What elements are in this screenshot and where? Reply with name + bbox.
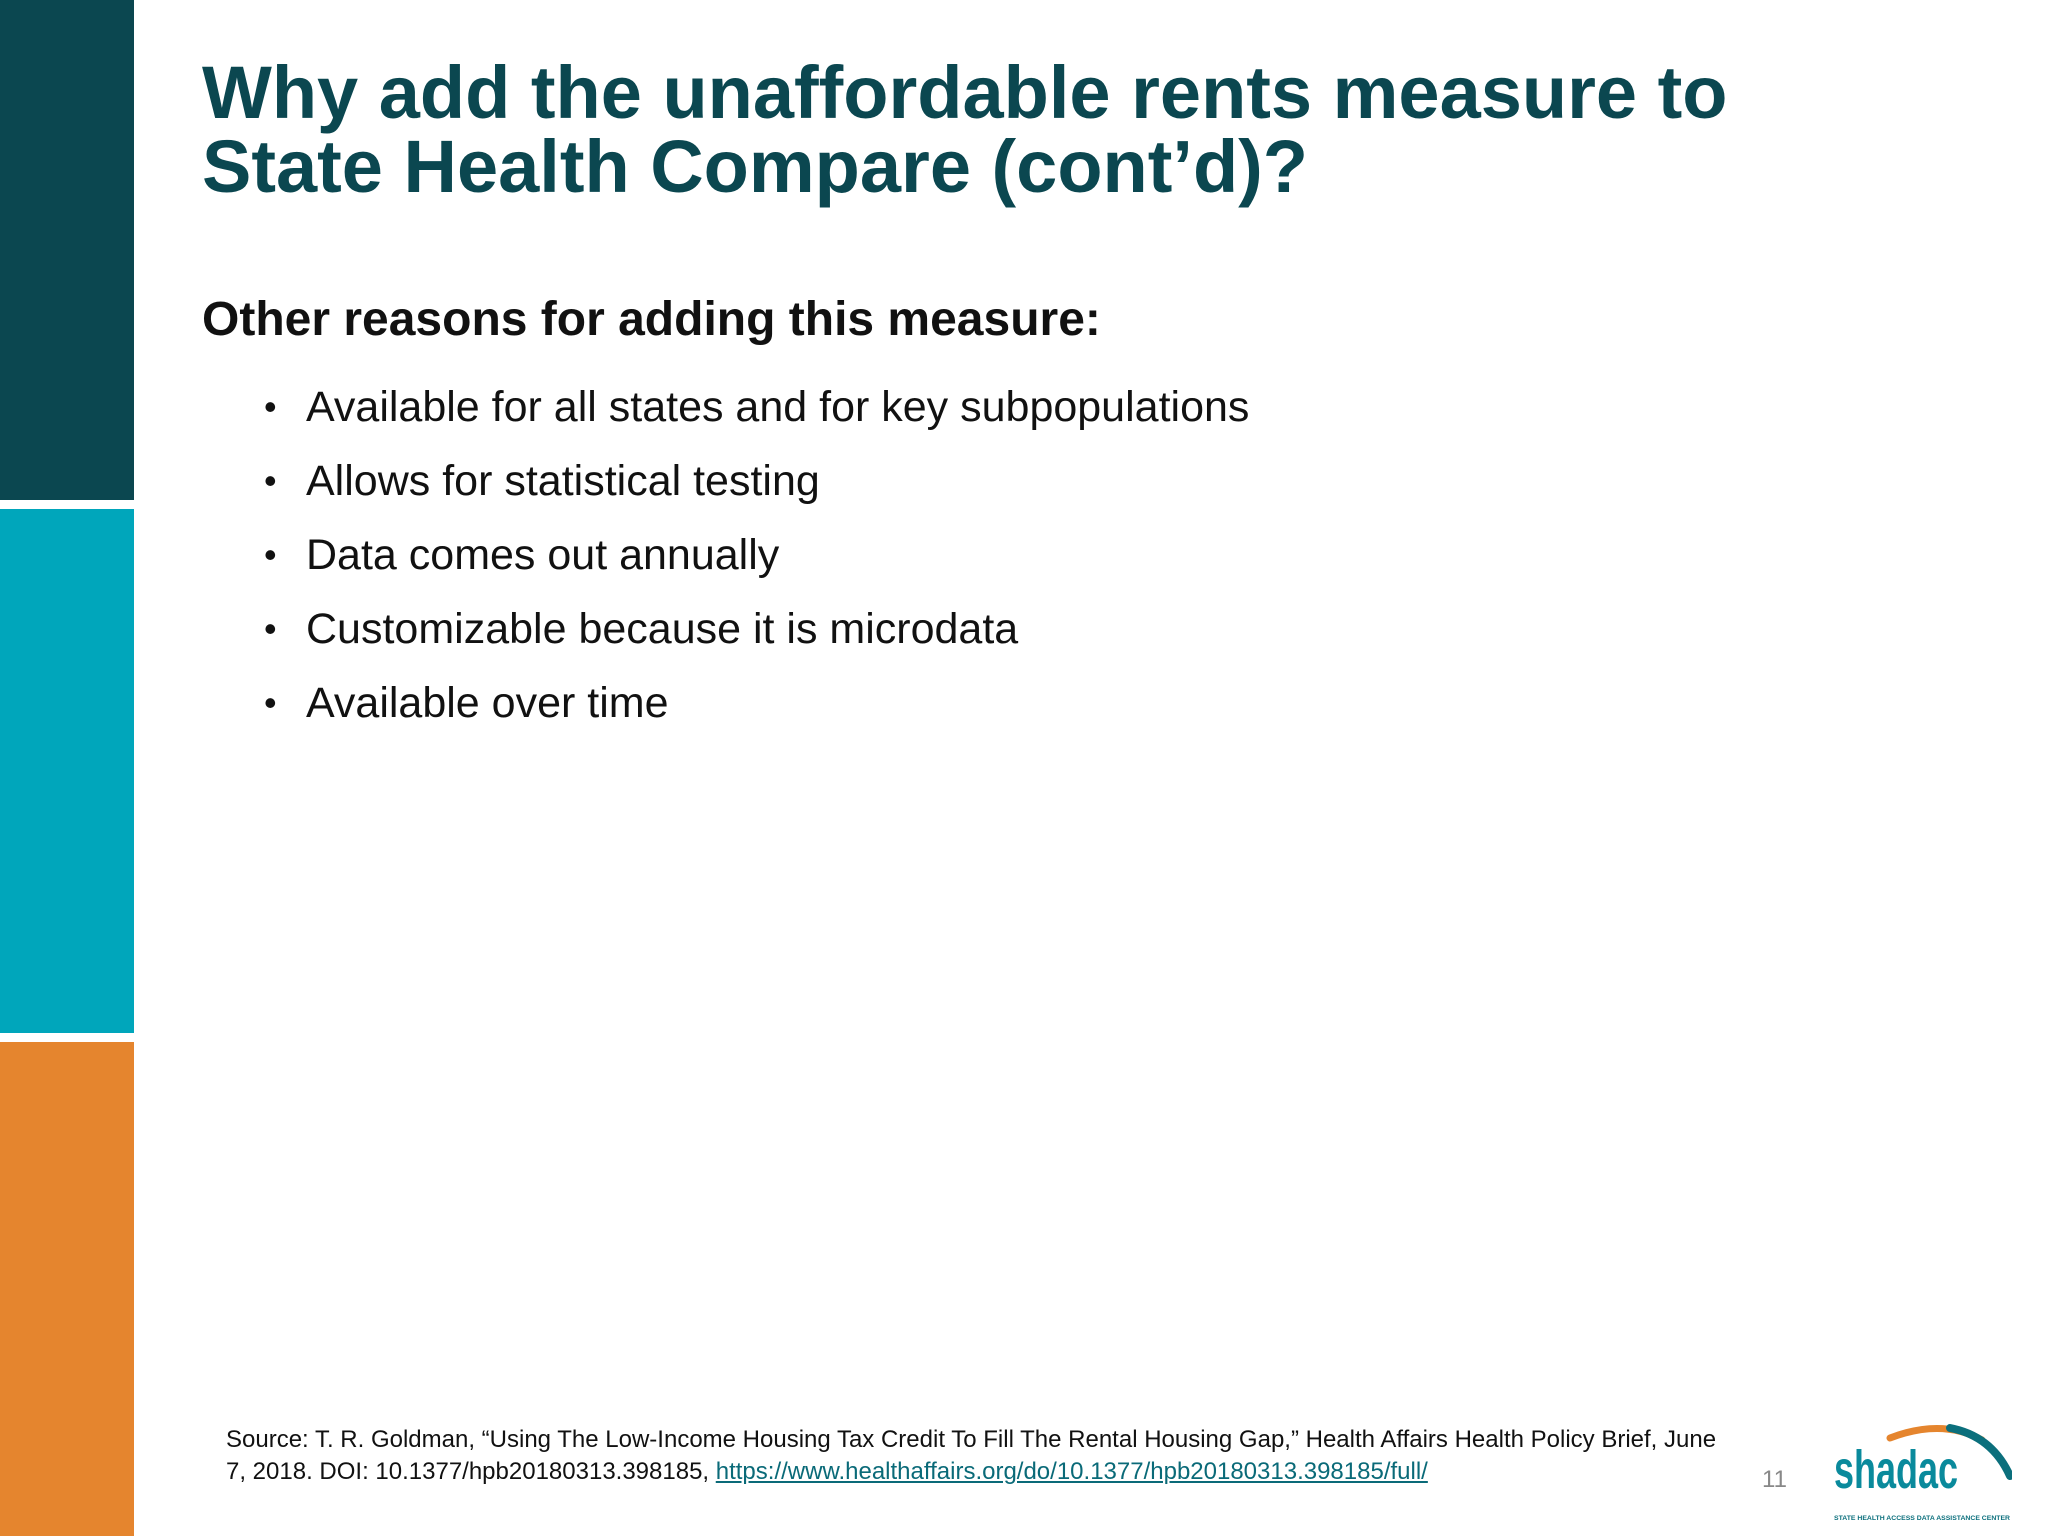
bullet-item (264, 452, 1249, 526)
page-number: 11 (1762, 1466, 1787, 1493)
bullet-text: Customizable because it is microdata (306, 605, 1019, 653)
bullet-item (264, 378, 1249, 452)
source-citation (226, 1424, 1736, 1488)
slide-title: Why add the unaffordable rents measure to State Health Compare (cont’d)? (202, 51, 1728, 208)
bullet-dot-icon: • (264, 682, 277, 723)
logo-wordmark: shadac (1834, 1440, 1958, 1500)
logo-tagline: STATE HEALTH ACCESS DATA ASSISTANCE CENTER (1834, 1516, 2011, 1522)
bullet-text: Data comes out annually (306, 531, 780, 579)
bullet-dot-icon: • (264, 386, 277, 427)
shadac-logo (1832, 1420, 2012, 1524)
bullet-item (264, 526, 1249, 600)
source-link[interactable]: https://www.healthaffairs.org/do/10.1377/hpb20180313.398185/full/ (715, 1458, 1428, 1485)
accent-bar-orange (0, 1042, 134, 1536)
source-text: Source: T. R. Goldman, “Using The Low-Income Housing Tax Credit To Fill The Rental Housing Gap,” Health Affairs Health Policy Brief, June 7, 2018. DOI: 10.1377/hpb20180313.398185, (226, 1426, 1717, 1485)
bullet-item (264, 674, 1249, 748)
bullet-item (264, 600, 1249, 674)
slide-subheading: Other reasons for adding this measure: (202, 293, 1101, 346)
bullet-text: Available over time (306, 679, 669, 727)
bullet-text: Allows for statistical testing (306, 457, 820, 505)
bullet-list (264, 378, 1249, 748)
bullet-text: Available for all states and for key subpopulations (306, 383, 1250, 431)
bullet-dot-icon: • (264, 608, 277, 649)
bullet-dot-icon: • (264, 534, 277, 575)
bullet-dot-icon: • (264, 460, 277, 501)
accent-bar-dark (0, 0, 134, 500)
accent-bar-teal (0, 509, 134, 1033)
